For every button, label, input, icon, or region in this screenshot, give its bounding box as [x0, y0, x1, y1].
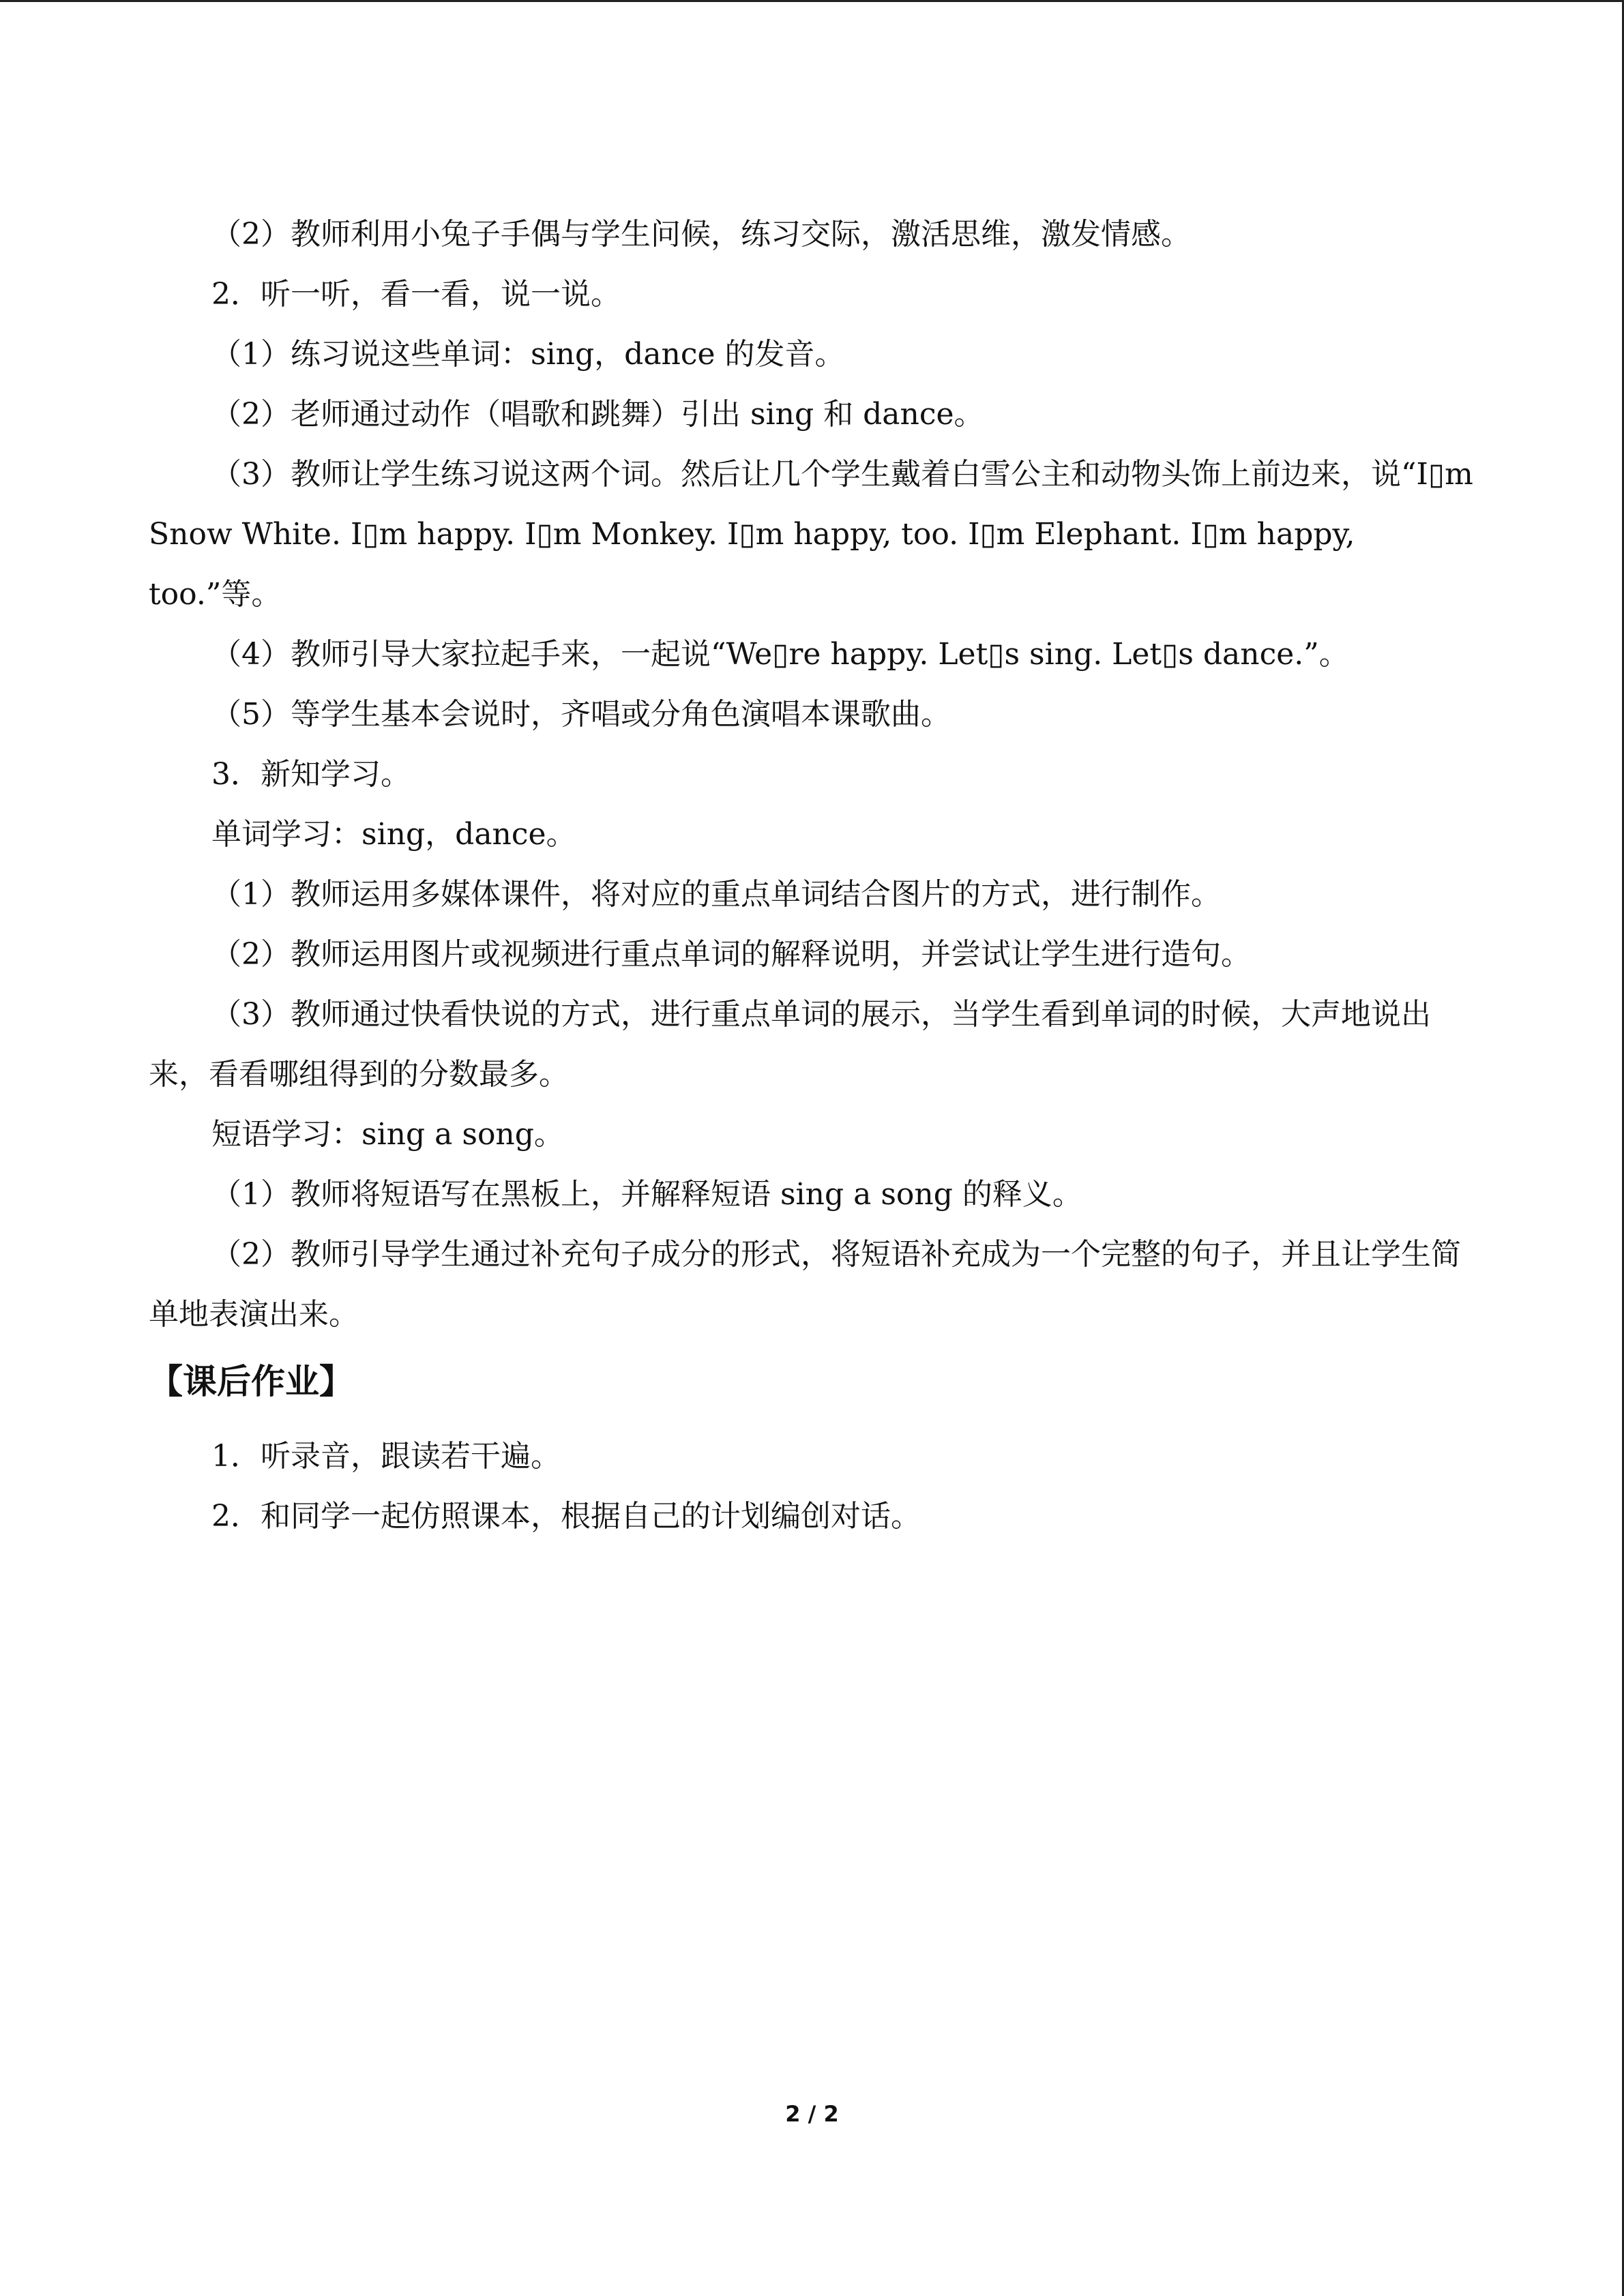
paragraph: （3）教师通过快看快说的方式，进行重点单词的展示，当学生看到单词的时候，大声地说出来，看看哪组得到的分数最多。	[149, 997, 1431, 1092]
paragraph: （5）等学生基本会说时，齐唱或分角色演唱本课歌曲。	[211, 697, 951, 732]
paragraph: （1）练习说这些单词：sing，dance 的发音。	[211, 337, 845, 372]
paragraph: （2）教师引导学生通过补充句子成分的形式，将短语补充成为一个完整的句子，并且让学生简单地表演出来。	[149, 1237, 1461, 1332]
page-top-border	[0, 0, 1624, 2]
paragraph: （1）教师运用多媒体课件，将对应的重点单词结合图片的方式，进行制作。	[211, 877, 1221, 912]
paragraph: 3．新知学习。	[211, 757, 411, 792]
paragraph: （3）教师让学生练习说这两个词。然后让几个学生戴着白雪公主和动物头饰上前边来，说“I▯m Snow White. I▯m happy. I▯m Monkey. I▯m happy, too. I▯m Elephant. I▯m happy, too.”等。	[149, 457, 1473, 612]
homework-heading: 【课后作业】	[149, 1362, 353, 1401]
page-number: 2 / 2	[785, 2101, 839, 2127]
homework-item: 1．听录音，跟读若干遍。	[211, 1439, 561, 1474]
paragraph: （4）教师引导大家拉起手来，一起说“We▯re happy. Let▯s sing. Let▯s dance.”。	[211, 637, 1349, 672]
document-body	[149, 205, 1475, 1547]
paragraph: （1）教师将短语写在黑板上，并解释短语 sing a song 的释义。	[211, 1177, 1082, 1212]
paragraph: 单词学习：sing，dance。	[211, 817, 576, 852]
paragraph: （2）教师利用小兔子手偶与学生问候，练习交际，激活思维，激发情感。	[211, 217, 1191, 252]
homework-item: 2．和同学一起仿照课本，根据自己的计划编创对话。	[211, 1499, 921, 1534]
paragraph: 短语学习：sing a song。	[211, 1117, 564, 1152]
paragraph: （2）老师通过动作（唱歌和跳舞）引出 sing 和 dance。	[211, 397, 984, 432]
paragraph: （2）教师运用图片或视频进行重点单词的解释说明，并尝试让学生进行造句。	[211, 937, 1251, 972]
paragraph: 2．听一听，看一看，说一说。	[211, 277, 621, 312]
